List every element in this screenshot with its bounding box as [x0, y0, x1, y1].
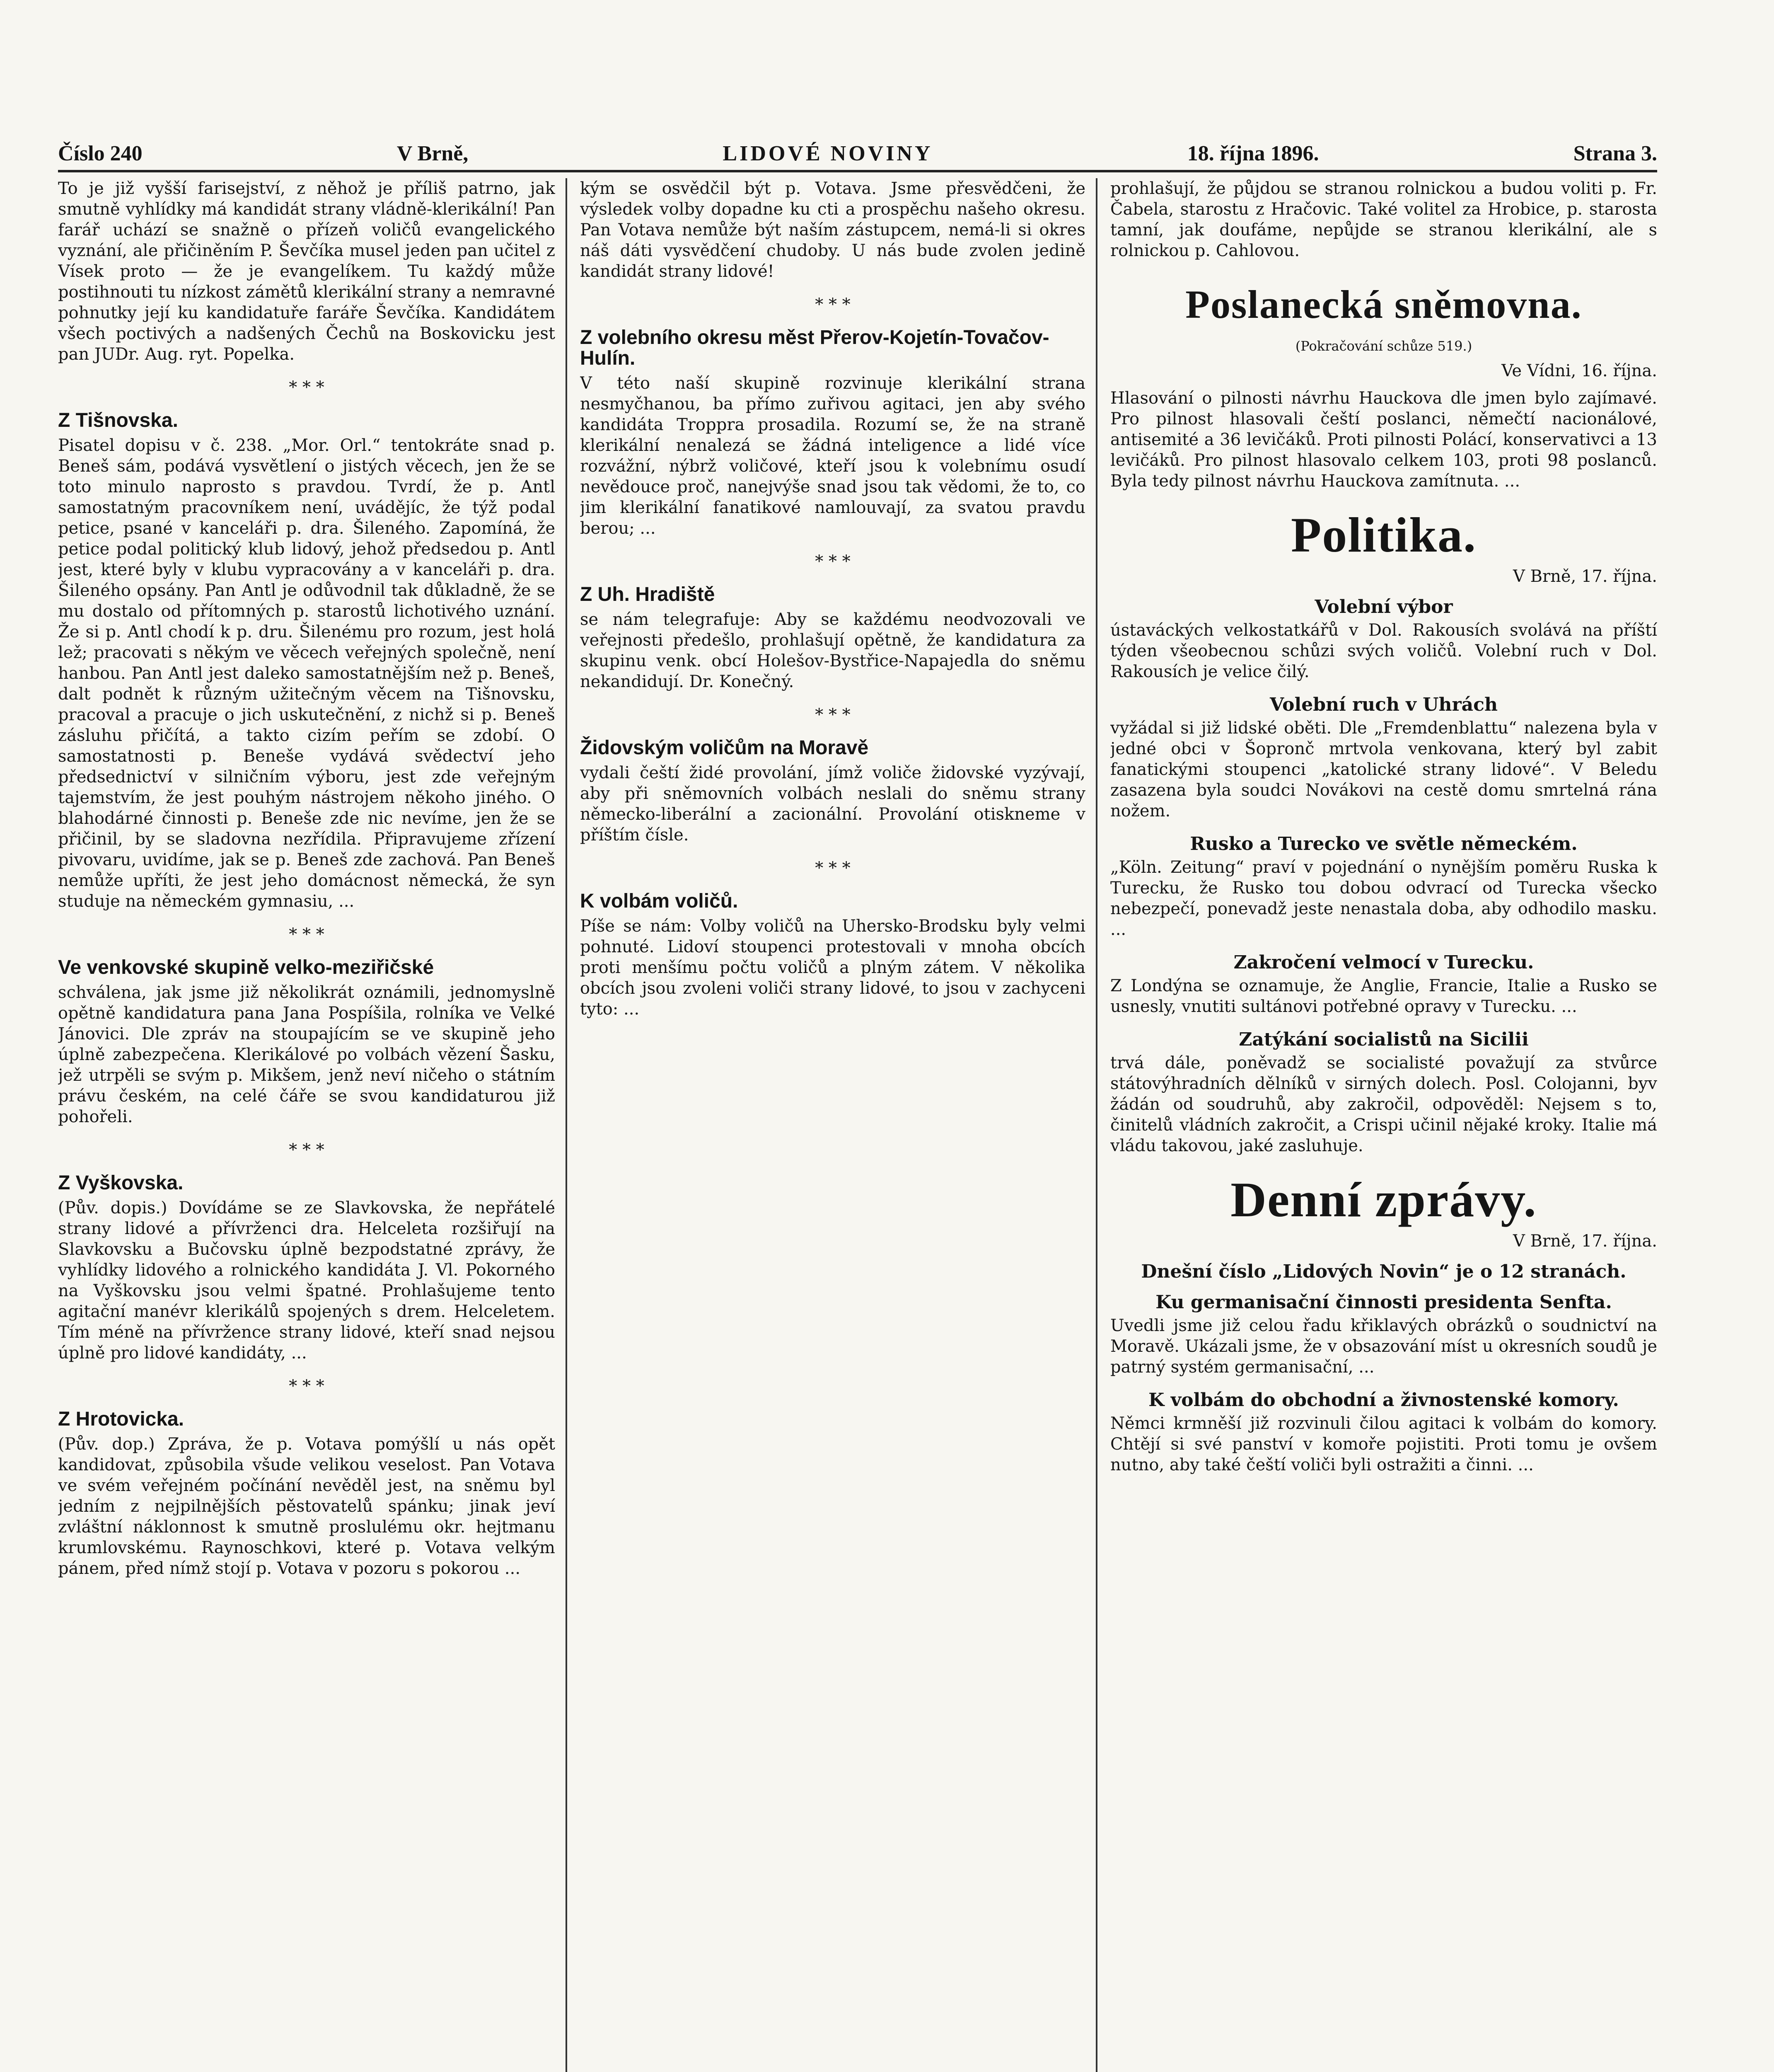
article-paragraph: kým se osvědčil být p. Votava. Jsme přesvědčeni, že výsledek volby dopadne ku cti a prospěchu našeho okresu. Pan Votava nemůže být naším zástupcem, nemá-li si okres náš dáti vysvědčení chudoby. U nás bude zvolen jedině kandidát strany lidové!: [580, 179, 1085, 281]
article-heading: Z Tišnovska.: [58, 409, 178, 431]
article-paragraph: Pisatel dopisu v č. 238. „Mor. Orl.“ tentokráte snad p. Beneš sám, podává vysvětlení o jistých věcech, jen že se toto minulo naprosto s pravdou. Tvrdí, že p. Antl samostatným pracovníkem není, uvádějíc, že týž podal petice, psané v kanceláři p. dra. Šileného. Zapomíná, že petice podal politický klub lidový, jehož předsedou p. Antl jest, které byly v klubu vypracovány a v kanceláři p. dra. Šileného opsány. Pan Antl je odůvodnil tak důkladně, že se mu dostalo od přítomných p. starostů lichotivého uznání. Že si p. Antl chodí k p. dru. Šilenému pro rozum, jest holá lež; pracovati s někým ve věcech veřejných společně, není hanbou. Pan Antl jest daleko samostatnějším než p. Beneš, dalt podnět k různým užitečným věcem na Tišnovsku, pracoval a pracuje o jich uskutečnění, z nichž si p. Beneš zásluhu přičítá, a takto cizím peřím se zdobí. O samostatnosti p. Beneše vydává svědectví jeho předsednictví v silničním výboru, jest zde veřejným tajemstvím, že jest pouhým nástrojem někoho jiného. O blahodárné činnosti p. Beneše zde nic nevíme, jen že se přičinil, by se sladovna nezřídila. Připravujeme zřízení pivovaru, uvidíme, jak se p. Beneš zde zachová. Pan Beneš nemůže upříti, že jest jeho domácnost německá, že syn studuje na německém gymnasiu, ...: [58, 436, 555, 911]
column-rule: [566, 178, 567, 2072]
separator: * * *: [815, 859, 851, 878]
section-subtitle: (Pokračování schůze 519.): [1295, 338, 1472, 354]
article-heading: Volební výbor: [1315, 596, 1453, 617]
article-heading: Z Vyškovska.: [58, 1172, 184, 1194]
article-paragraph: schválena, jak jsme již několikrát oznámili, jednomyslně opětně kandidatura pana Jana Pospíšila, rolníka ve Velké Jánovici. Dle zpráv na stoupajícím se ve skupině jeho úplně zabezpečena. Klerikálové po volbách vězení Šasku, jež utrpěli se svým p. Mikšem, jenž neví ničeho o státním právu českém, na celé čáře se svou kandidaturou již pohořeli.: [58, 983, 555, 1126]
dateline: V Brně, 17. října.: [1513, 567, 1657, 586]
article-heading: Z volebního okresu měst Přerov-Kojetín-Tovačov-Hulín.: [580, 327, 1049, 369]
article-heading: Zakročení velmocí v Turecku.: [1233, 952, 1534, 973]
separator: * * *: [815, 705, 851, 724]
article-paragraph: „Köln. Zeitung“ praví v pojednání o nynějším poměru Ruska k Turecku, že Rusko tou dobou odvrací od Turecka všecko nebezpečí, ponevadž jeste nenastala doba, aby odhodilo masku. ...: [1110, 858, 1657, 939]
column-1: [58, 178, 555, 2072]
article-paragraph: trvá dále, poněvadž se socialisté považují za stvůrce státovýhradních dělníků v sirných dolech. Posl. Colojanni, byv žádán od soudruhů, aby zakročil, odpověděl: Nejsem s to, činitelů vládních zakročit, a Crispi učinil nějaké kroky. Italie má vládu takovou, jaké zasluhuje.: [1110, 1053, 1657, 1155]
column-2: [580, 178, 1085, 2072]
column-3: [1110, 178, 1657, 2072]
dateline: V Brně, 17. října.: [1513, 1232, 1657, 1251]
article-heading: Ve venkovské skupině velko-meziřičské: [58, 956, 434, 978]
article-paragraph: (Pův. dop.) Zpráva, že p. Votava pomýšlí u nás opět kandidovat, způsobila všude velikou veselost. Pan Votava ve svém veřejném počínání nevěděl jest, na sněmu byl jedním z nejpilnějších pěstovatelů spánku; jinak jeví zvláštní náklonnost k smutně proslulému okr. hejtmanu krumlovskému. Raynoschkovi, které p. Votava velkým pánem, před nímž stojí p. Votava v pozoru s pokorou ...: [58, 1435, 555, 1578]
article-paragraph: (Pův. dopis.) Dovídáme se ze Slavkovska, že nepřátelé strany lidové a přívrženci dra. Helceleta rozšiřují na Slavkovsku a Bučovsku úplně bezpodstatné zprávy, že vyhlídky lidového a rolnického kandidáta J. Vl. Pokorného na Vyškovsku jsou velmi špatné. Prohlašujeme tento agitační manévr klerikálů spojených s drem. Helceletem. Tím méně na přívržence strany lidové, kteří snad nejsou úplně pro lidové kandidáty, ...: [58, 1198, 555, 1363]
article-heading: Z Hrotovicka.: [58, 1408, 184, 1430]
article-paragraph: se nám telegrafuje: Aby se každému neodvozovali ve veřejnosti předešlo, prohlašují opětně, že kandidatura za skupinu venk. obcí Holešov-Bystřice-Napajedla do sněmu nekandidují. Dr. Konečný.: [580, 610, 1085, 691]
article-heading: Z Uh. Hradiště: [580, 583, 715, 605]
article-paragraph: Z Londýna se oznamuje, že Anglie, Francie, Italie a Rusko se usnesly, vnutiti sultánovi potřebné opravy v Turecku. ...: [1110, 976, 1657, 1016]
article-heading: K volbám voličů.: [580, 890, 738, 912]
article-paragraph: Píše se nám: Volby voličů na Uhersko-Brodsku byly velmi pohnuté. Lidoví stoupenci protestovali v mnoha obcích proti menšímu počtu voličů a plným zátem. V několika obcích jsou zvoleni voliči strany lidové, to jsou v zachyceni tyto: ...: [580, 917, 1085, 1019]
separator: * * *: [289, 378, 324, 397]
article-paragraph: Němci krmněší již rozvinuli čilou agitaci k volbám do komory. Chtějí si své panství v komoře pojistiti. Proti tomu je ovšem nutno, aby také čeští voliči byli ostražiti a činni. ...: [1110, 1414, 1657, 1474]
separator: * * *: [289, 925, 324, 944]
dateline: Ve Vídni, 16. října.: [1501, 361, 1657, 380]
section-title-politika: Politika.: [1291, 507, 1477, 562]
article-paragraph: vyžádal si již lidské oběti. Dle „Fremdenblattu“ nalezena byla v jedné obci v Šopronč mrtvola venkovana, který byl zabit fanatickými stoupenci „katolické strany lidové“. V Beledu zasazena byla soudci Novákovi na cestě domu smrtelná rána nožem.: [1110, 719, 1657, 821]
article-heading: K volbám do obchodní a živnostenské komory.: [1148, 1389, 1619, 1411]
article-paragraph: ústaváckých velkostatkářů v Dol. Rakousích svolává na příští týden všeobecnou schůzi svých voličů. Volební ruch v Dol. Rakousích je velice čilý.: [1110, 621, 1657, 681]
masthead: [58, 137, 1657, 172]
article-heading: Zatýkání socialistů na Sicilii: [1239, 1029, 1529, 1050]
article-heading: Židovským voličům na Moravě: [580, 737, 869, 759]
article-paragraph: prohlašují, že půjdou se stranou rolnickou a budou voliti p. Fr. Čabela, starostu z Hračovic. Také volitel za Hrobice, p. starosta tamní, jak doufáme, nepůjde se stranou klerikální, ale s rolnickou p. Cahlovou.: [1110, 179, 1657, 260]
section-title-poslanecka: Poslanecká sněmovna.: [1185, 282, 1582, 327]
page-number: Strana 3.: [1573, 141, 1657, 165]
article-paragraph: V této naší skupině rozvinuje klerikální strana nesmyčhanou, ba přímo zuřivou agitaci, jen aby svého kandidáta Troppra prosadila. Rozumí se, že na straně klerikální nenalezá se žádná inteligence a lidé více rozvážní, nýbrž voličové, kteří jsou k volebnímu osudí nevědouce proč, nanejvýše snad jsou tak vědomi, že to, co jim klerikální fanatikové namlouvají, za svatou pravdu berou; ...: [580, 374, 1085, 538]
article-heading: Dnešní číslo „Lidových Novin“ je o 12 stranách.: [1141, 1261, 1627, 1282]
issue-number: Číslo 240: [58, 141, 143, 165]
article-paragraph: Uvedli jsme již celou řadu křiklavých obrázků o soudnictví na Moravě. Ukázali jsme, že v obsazování míst u okresních soudů je patrný systém germanisační, ...: [1110, 1316, 1657, 1377]
article-paragraph: To je již vyšší farisejství, z něhož je příliš patrno, jak smutně vyhlídky má kandidát strany vládně-klerikální! Pan farář uchází se snažně o přízeň voličů evangelického vyznání, ale přičiněním P. Ševčíka musel jeden pan učitel z Vísek proto — že je evangelíkem. Tu každý může postihnouti tu nízkost zámětů klerikální strany a nemravné pohnutky její ku kandidatuře faráře Ševčíka. Kandidátem všech poctivých a nadšených Čechů na Boskovicku jest pan JUDr. Aug. ryt. Popelka.: [58, 179, 555, 364]
separator: * * *: [289, 1140, 324, 1159]
separator: * * *: [289, 1377, 324, 1396]
newspaper-title: LIDOVÉ NOVINY: [723, 141, 933, 165]
article-paragraph: vydali čeští židé provolání, jímž voliče židovské vyzývají, aby při sněmovních volbách neslali do sněmu strany německo-liberální a zacionální. Provolání otiskneme v příštím čísle.: [580, 763, 1085, 845]
article-paragraph: Hlasování o pilnosti návrhu Hauckova dle jmen bylo zajímavé. Pro pilnost hlasovali čeští poslanci, němečtí nacionálové, antisemité a 36 levičáků. Proti pilnosti Polácí, konservativci a 13 levičáků. Pro pilnost hlasovalo celkem 103, proti 98 poslanců. Byla tedy pilnost návrhu Hauckova zamítnuta. ...: [1110, 389, 1657, 491]
masthead-place: V Brně,: [396, 141, 469, 165]
issue-date: 18. října 1896.: [1187, 141, 1319, 165]
article-heading: Ku germanisační činnosti presidenta Senfta.: [1155, 1292, 1612, 1313]
column-rule: [1096, 178, 1097, 2072]
article-heading: Rusko a Turecko ve světle německém.: [1190, 833, 1578, 854]
separator: * * *: [815, 295, 851, 314]
section-title-denni: Denní zprávy.: [1230, 1172, 1537, 1227]
article-heading: Volební ruch v Uhrách: [1270, 694, 1498, 715]
separator: * * *: [815, 552, 851, 571]
